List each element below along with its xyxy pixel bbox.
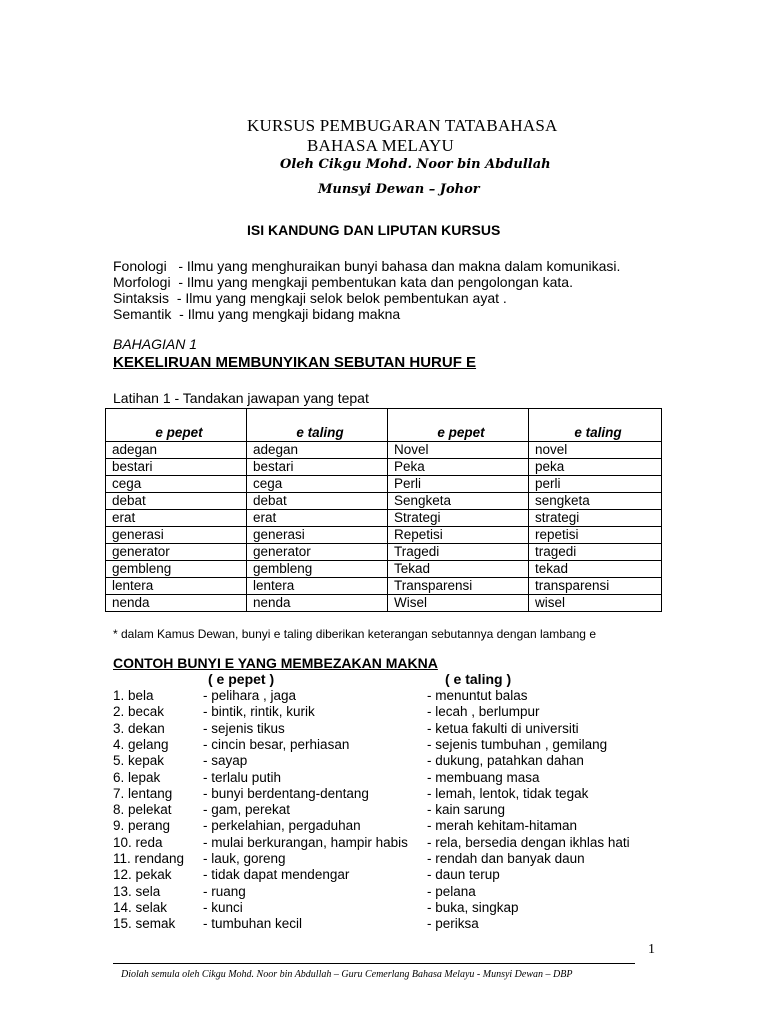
pepet-meaning: - terlalu putih bbox=[203, 769, 282, 785]
pepet-meaning: - gam, perekat bbox=[203, 802, 291, 818]
exercise-table bbox=[105, 408, 662, 612]
table-row bbox=[106, 595, 662, 612]
table-cell: erat bbox=[247, 510, 388, 527]
example-word: 9. perang bbox=[113, 818, 171, 834]
example-word: 13. sela bbox=[113, 883, 161, 899]
table-cell: generasi bbox=[106, 527, 247, 544]
table-cell: cega bbox=[106, 476, 247, 493]
taling-meaning: - periksa bbox=[427, 916, 479, 932]
section-title: KEKELIRUAN MEMBUNYIKAN SEBUTAN HURUF E bbox=[113, 354, 477, 371]
list-item bbox=[113, 753, 673, 769]
definition-term: Semantik bbox=[113, 306, 172, 322]
table-cell: gembleng bbox=[247, 561, 388, 578]
table-cell: bestari bbox=[106, 459, 247, 476]
table-cell: gembleng bbox=[106, 561, 247, 578]
example-word: 1. bela bbox=[113, 688, 154, 703]
table-cell: cega bbox=[247, 476, 388, 493]
pepet-meaning: - kunci bbox=[203, 899, 243, 915]
table-cell: tragedi bbox=[529, 544, 662, 561]
list-item bbox=[113, 770, 673, 786]
pepet-meaning: - cincin besar, perhiasan bbox=[203, 736, 350, 752]
examples-col-pepet: ( e pepet ) bbox=[208, 671, 275, 687]
table-note: * dalam Kamus Dewan, bunyi e taling diberikan keterangan sebutannya dengan lambang e bbox=[113, 627, 596, 641]
pepet-meaning: - lauk, goreng bbox=[203, 851, 286, 866]
doc-title-line1: KURSUS PEMBUGARAN TATABAHASA bbox=[247, 116, 558, 135]
pepet-meaning: - bunyi berdentang-dentang bbox=[203, 785, 369, 801]
author-name: Oleh Cikgu Mohd. Noor bin Abdullah bbox=[280, 157, 551, 172]
taling-meaning: - daun terup bbox=[427, 867, 500, 883]
taling-meaning: - rela, bersedia dengan ikhlas hati bbox=[427, 834, 630, 850]
taling-meaning: - lemah, lentok, tidak tegak bbox=[427, 785, 589, 801]
table-cell: generasi bbox=[247, 527, 388, 544]
list-item bbox=[113, 867, 673, 883]
table-cell: sengketa bbox=[529, 493, 662, 510]
table-header-cell: e taling bbox=[529, 409, 662, 442]
definition-term: Sintaksis bbox=[113, 290, 170, 306]
table-cell: Transparensi bbox=[388, 578, 529, 595]
page-number: 1 bbox=[648, 942, 655, 957]
table-header-cell: e pepet bbox=[388, 409, 529, 442]
table-cell: Novel bbox=[388, 442, 529, 459]
definition-item bbox=[113, 258, 620, 275]
definition-text: - Ilmu yang menghuraikan bunyi bahasa dan makna dalam komunikasi. bbox=[178, 258, 621, 274]
list-item bbox=[113, 900, 673, 916]
table-cell: lentera bbox=[247, 578, 388, 595]
examples-col-taling: ( e taling ) bbox=[445, 671, 512, 687]
pepet-meaning: - perkelahian, pergaduhan bbox=[203, 818, 361, 834]
table-cell: bestari bbox=[247, 459, 388, 476]
pepet-meaning: - mulai berkurangan, hampir habis bbox=[203, 834, 408, 850]
taling-meaning: - rendah dan banyak daun bbox=[427, 851, 585, 866]
table-cell: Wisel bbox=[388, 595, 529, 612]
example-word: 7. lentang bbox=[113, 785, 173, 801]
table-cell: generator bbox=[106, 544, 247, 561]
example-word: 5. kepak bbox=[113, 753, 165, 769]
definition-term: Morfologi bbox=[113, 274, 171, 290]
taling-meaning: - sejenis tumbuhan , gemilang bbox=[427, 736, 608, 752]
table-cell: nenda bbox=[247, 595, 388, 612]
definition-text: - Ilmu yang mengkaji selok belok pembentukan ayat . bbox=[176, 290, 507, 306]
table-cell: adegan bbox=[106, 442, 247, 459]
table-cell: Strategi bbox=[388, 510, 529, 527]
taling-meaning: - buka, singkap bbox=[427, 899, 519, 915]
table-cell: erat bbox=[106, 510, 247, 527]
table-header-row bbox=[106, 409, 662, 442]
taling-meaning: - menuntut balas bbox=[427, 688, 528, 703]
example-word: 2. becak bbox=[113, 704, 165, 720]
list-item bbox=[113, 851, 673, 867]
table-cell: debat bbox=[247, 493, 388, 510]
doc-title-line2: BAHASA MELAYU bbox=[307, 136, 454, 155]
table-row bbox=[106, 476, 662, 493]
table-cell: novel bbox=[529, 442, 662, 459]
table-header-cell: e pepet bbox=[106, 409, 247, 442]
table-row bbox=[106, 442, 662, 459]
table-cell: transparensi bbox=[529, 578, 662, 595]
table-cell: peka bbox=[529, 459, 662, 476]
table-header-cell: e taling bbox=[247, 409, 388, 442]
list-item bbox=[113, 835, 673, 851]
list-item bbox=[113, 737, 673, 753]
table-cell: lentera bbox=[106, 578, 247, 595]
taling-meaning: - lecah , berlumpur bbox=[427, 704, 540, 720]
examples-heading: CONTOH BUNYI E YANG MEMBEZAKAN MAKNA bbox=[113, 655, 438, 671]
pepet-meaning: - ruang bbox=[203, 883, 246, 899]
taling-meaning: - kain sarung bbox=[427, 802, 506, 818]
table-cell: adegan bbox=[247, 442, 388, 459]
list-item bbox=[113, 704, 673, 720]
taling-meaning: - membuang masa bbox=[427, 769, 540, 785]
table-cell: perli bbox=[529, 476, 662, 493]
table-row bbox=[106, 459, 662, 476]
list-item bbox=[113, 688, 673, 704]
example-word: 10. reda bbox=[113, 834, 163, 850]
definition-text: - Ilmu yang mengkaji bidang makna bbox=[179, 306, 401, 322]
example-word: 6. lepak bbox=[113, 769, 161, 785]
example-word: 14. selak bbox=[113, 899, 168, 915]
example-word: 11. rendang bbox=[113, 851, 185, 866]
pepet-meaning: - tidak dapat mendengar bbox=[203, 867, 350, 883]
contents-heading: ISI KANDUNG DAN LIPUTAN KURSUS bbox=[247, 222, 501, 238]
table-row bbox=[106, 544, 662, 561]
pepet-meaning: - sejenis tikus bbox=[203, 720, 285, 736]
table-cell: strategi bbox=[529, 510, 662, 527]
example-word: 8. pelekat bbox=[113, 802, 172, 818]
table-cell: generator bbox=[247, 544, 388, 561]
table-cell: tekad bbox=[529, 561, 662, 578]
list-item bbox=[113, 818, 673, 834]
table-cell: Sengketa bbox=[388, 493, 529, 510]
table-cell: Peka bbox=[388, 459, 529, 476]
pepet-meaning: - bintik, rintik, kurik bbox=[203, 704, 315, 720]
example-word: 15. semak bbox=[113, 916, 176, 932]
definition-item bbox=[113, 274, 573, 291]
list-item bbox=[113, 721, 673, 737]
table-row bbox=[106, 510, 662, 527]
table-cell: nenda bbox=[106, 595, 247, 612]
list-item bbox=[113, 786, 673, 802]
taling-meaning: - pelana bbox=[427, 883, 476, 899]
table-cell: wisel bbox=[529, 595, 662, 612]
example-word: 12. pekak bbox=[113, 867, 172, 883]
taling-meaning: - ketua fakulti di universiti bbox=[427, 720, 579, 736]
table-cell: Tragedi bbox=[388, 544, 529, 561]
definition-item bbox=[113, 306, 400, 323]
taling-meaning: - dukung, patahkan dahan bbox=[427, 753, 584, 769]
footer-divider bbox=[113, 963, 635, 964]
taling-meaning: - merah kehitam-hitaman bbox=[427, 818, 578, 834]
definition-term: Fonologi bbox=[113, 258, 167, 274]
list-item bbox=[113, 916, 673, 932]
table-row bbox=[106, 493, 662, 510]
table-row bbox=[106, 561, 662, 578]
pepet-meaning: - pelihara , jaga bbox=[203, 688, 297, 703]
author-role: Munsyi Dewan – Johor bbox=[318, 182, 480, 197]
table-cell: Tekad bbox=[388, 561, 529, 578]
section-label: BAHAGIAN 1 bbox=[113, 336, 198, 352]
example-word: 3. dekan bbox=[113, 720, 165, 736]
definition-item bbox=[113, 290, 507, 307]
pepet-meaning: - sayap bbox=[203, 753, 248, 769]
table-cell: Perli bbox=[388, 476, 529, 493]
table-cell: repetisi bbox=[529, 527, 662, 544]
table-cell: Repetisi bbox=[388, 527, 529, 544]
footer-text: Diolah semula oleh Cikgu Mohd. Noor bin Abdullah – Guru Cemerlang Bahasa Melayu - Munsyi Dewan – DBP bbox=[121, 969, 573, 980]
definition-text: - Ilmu yang mengkaji pembentukan kata dan pengolongan kata. bbox=[178, 274, 573, 290]
table-row bbox=[106, 578, 662, 595]
table-row bbox=[106, 527, 662, 544]
list-item bbox=[113, 802, 673, 818]
pepet-meaning: - tumbuhan kecil bbox=[203, 916, 303, 932]
table-cell: debat bbox=[106, 493, 247, 510]
list-item bbox=[113, 884, 673, 900]
example-word: 4. gelang bbox=[113, 736, 169, 752]
exercise-instruction: Latihan 1 - Tandakan jawapan yang tepat bbox=[113, 390, 369, 406]
